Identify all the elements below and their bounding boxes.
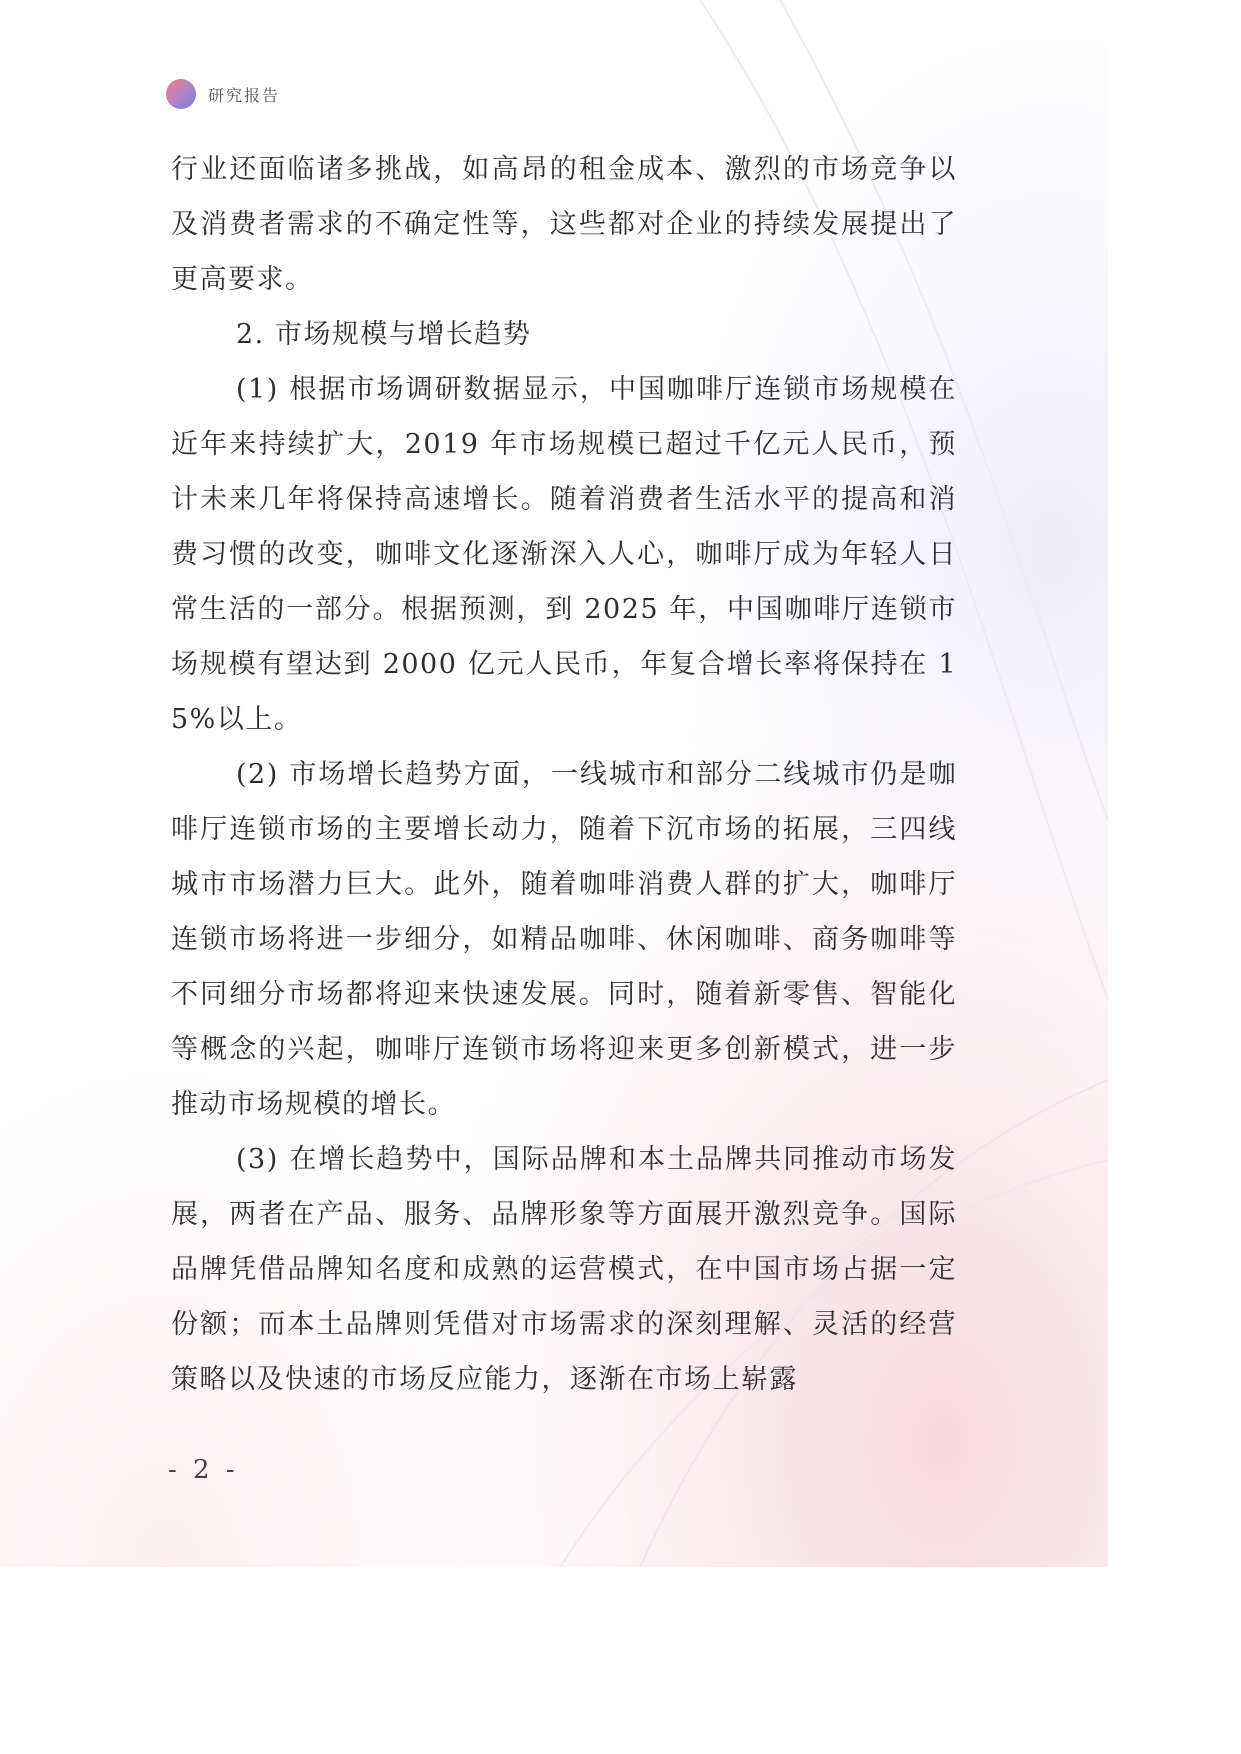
page-header (166, 78, 280, 110)
logo-icon (166, 79, 196, 109)
paragraph-2: (2) 市场增长趋势方面，一线城市和部分二线城市仍是咖啡厅连锁市场的主要增长动力，随着下沉市场的拓展，三四线城市市场潜力巨大。此外，随着咖啡消费人群的扩大，咖啡厅连锁市场将进一步细分，如精品咖啡、休闲咖啡、商务咖啡等不同细分市场都将迎来快速发展。同时，随着新零售、智能化等概念的兴起，咖啡厅连锁市场将迎来更多创新模式，进一步推动市场规模的增长。 (171, 759, 957, 1120)
paragraph-1: (1) 根据市场调研数据显示，中国咖啡厅连锁市场规模在近年来持续扩大，2019 年市场规模已超过千亿元人民币，预计未来几年将保持高速增长。随着消费者生活水平的提高和消费习惯的改变，咖啡文化逐渐深入人心，咖啡厅成为年轻人日常生活的一部分。根据预测，到 2025 年，中国咖啡厅连锁市场规模有望达到 2000 亿元人民币，年复合增长率将保持在 15%以上。 (171, 374, 957, 735)
document-body (171, 142, 957, 1407)
paragraph-continuation: 行业还面临诸多挑战，如高昂的租金成本、激烈的市场竞争以及消费者需求的不确定性等，这些都对企业的持续发展提出了更高要求。 (171, 154, 957, 295)
header-title: 研究报告 (208, 85, 281, 105)
page-number: - 2 - (168, 1455, 239, 1485)
section-heading: 2. 市场规模与增长趋势 (236, 319, 532, 350)
paragraph-3: (3) 在增长趋势中，国际品牌和本土品牌共同推动市场发展，两者在产品、服务、品牌形象等方面展开激烈竞争。国际品牌凭借品牌知名度和成熟的运营模式，在中国市场占据一定份额；而本土品牌则凭借对市场需求的深刻理解、灵活的经营策略以及快速的市场反应能力，逐渐在市场上崭露 (171, 1144, 957, 1395)
